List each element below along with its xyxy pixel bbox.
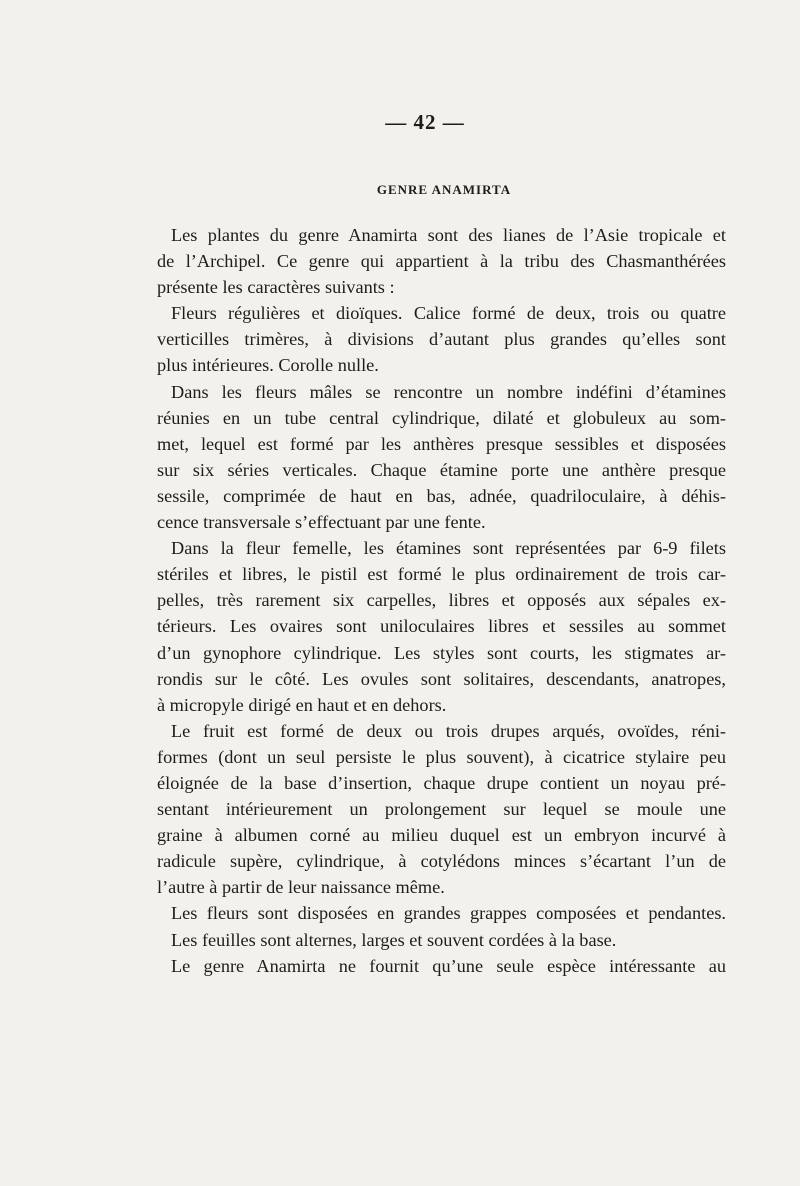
text-line: réunies en un tube central cylindrique, dilaté et globuleux au som- — [157, 407, 726, 428]
section-title: GENRE ANAMIRTA — [376, 182, 512, 197]
text-line: Les fleurs sont disposées en grandes grappes composées et pendantes. — [171, 903, 726, 924]
text-line: Le genre Anamirta ne fournit qu’une seule espèce intéressante au — [171, 955, 726, 976]
body-text — [157, 222, 726, 979]
text-line: rondis sur le côté. Les ovules sont solitaires, descendants, anatropes, — [157, 668, 726, 689]
text-line: cence transversale s’effectuant par une fente. — [157, 512, 486, 533]
text-line: Fleurs régulières et dioïques. Calice formé de deux, trois ou quatre — [171, 303, 726, 324]
text-line: d’un gynophore cylindrique. Les styles sont courts, les stigmates ar- — [157, 642, 726, 663]
text-line: Le fruit est formé de deux ou trois drupes arqués, ovoïdes, réni- — [171, 720, 726, 741]
text-line: Les feuilles sont alternes, larges et souvent cordées à la base. — [171, 929, 617, 950]
text-line: sentant intérieurement un prolongement sur lequel se moule une — [157, 799, 726, 820]
text-line: verticilles trimères, à divisions d’autant plus grandes qu’elles sont — [157, 329, 726, 350]
text-line: Dans la fleur femelle, les étamines sont représentées par 6-9 filets — [171, 538, 726, 559]
text-line: Les plantes du genre Anamirta sont des lianes de l’Asie tropicale et — [171, 225, 726, 245]
text-line: met, lequel est formé par les anthères presque sessibles et disposées — [157, 433, 726, 454]
text-line: sessile, comprimée de haut en bas, adnée, quadriloculaire, à déhis- — [157, 485, 726, 506]
text-line: Dans les fleurs mâles se rencontre un nombre indéfini d’étamines — [171, 381, 726, 402]
text-line: pelles, très rarement six carpelles, libres et opposés aux sépales ex- — [157, 590, 726, 611]
text-line: éloignée de la base d’insertion, chaque drupe contient un noyau pré- — [157, 772, 726, 793]
text-line: stériles et libres, le pistil est formé le plus ordinairement de trois car- — [157, 564, 726, 585]
text-line: plus intérieures. Corolle nulle. — [157, 355, 379, 376]
text-line: formes (dont un seul persiste le plus souvent), à cicatrice stylaire peu — [157, 746, 726, 767]
page-number: — 42 — — [385, 110, 465, 134]
text-line: à micropyle dirigé en haut et en dehors. — [157, 694, 447, 715]
text-line: de l’Archipel. Ce genre qui appartient à la tribu des Chasmanthérées — [157, 251, 726, 272]
text-line: radicule supère, cylindrique, à cotylédons minces s’écartant l’un de — [157, 851, 726, 872]
text-line: térieurs. Les ovaires sont uniloculaires libres et sessiles au sommet — [157, 616, 726, 637]
text-line: l’autre à partir de leur naissance même. — [157, 877, 445, 898]
text-line: présente les caractères suivants : — [157, 277, 395, 298]
text-line: sur six séries verticales. Chaque étamine porte une anthère presque — [157, 459, 726, 480]
text-line: graine à albumen corné au milieu duquel est un embryon incurvé à — [157, 825, 726, 846]
